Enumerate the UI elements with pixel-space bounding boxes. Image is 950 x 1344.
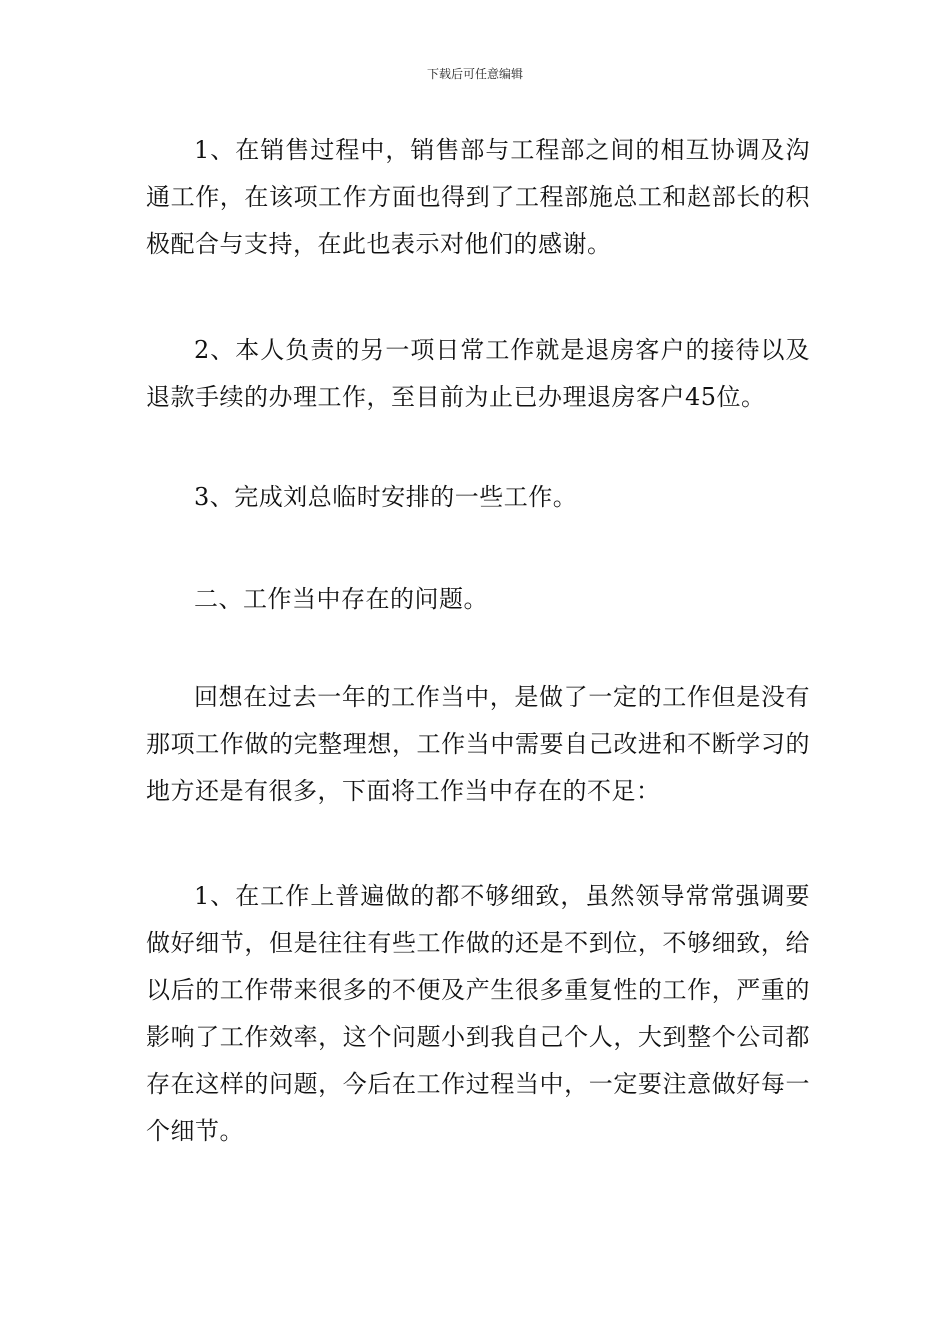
paragraph-5: 回想在过去一年的工作当中，是做了一定的工作但是没有那项工作做的完整理想，工作当中需要自己改进和不断学习的地方还是有很多，下面将工作当中存在的不足：	[146, 683, 810, 805]
paragraph-3: 3、完成刘总临时安排的一些工作。	[194, 483, 578, 511]
paragraph-2: 2、本人负责的另一项日常工作就是退房客户的接待以及退款手续的办理工作，至目前为止已办理退房客户45位。	[146, 336, 810, 411]
page-header: 下载后可任意编辑	[426, 67, 523, 81]
section-heading: 二、工作当中存在的问题。	[194, 585, 488, 613]
paragraph-1: 1、在销售过程中，销售部与工程部之间的相互协调及沟通工作，在该项工作方面也得到了工程部施总工和赵部长的积极配合与支持，在此也表示对他们的感谢。	[146, 136, 810, 258]
paragraph-6: 1、在工作上普遍做的都不够细致，虽然领导常常强调要做好细节，但是往往有些工作做的还是不到位，不够细致，给以后的工作带来很多的不便及产生很多重复性的工作，严重的影响了工作效率，这个问题小到我自己个人，大到整个公司都存在这样的问题，今后在工作过程当中，一定要注意做好每一个细节。	[146, 882, 810, 1145]
